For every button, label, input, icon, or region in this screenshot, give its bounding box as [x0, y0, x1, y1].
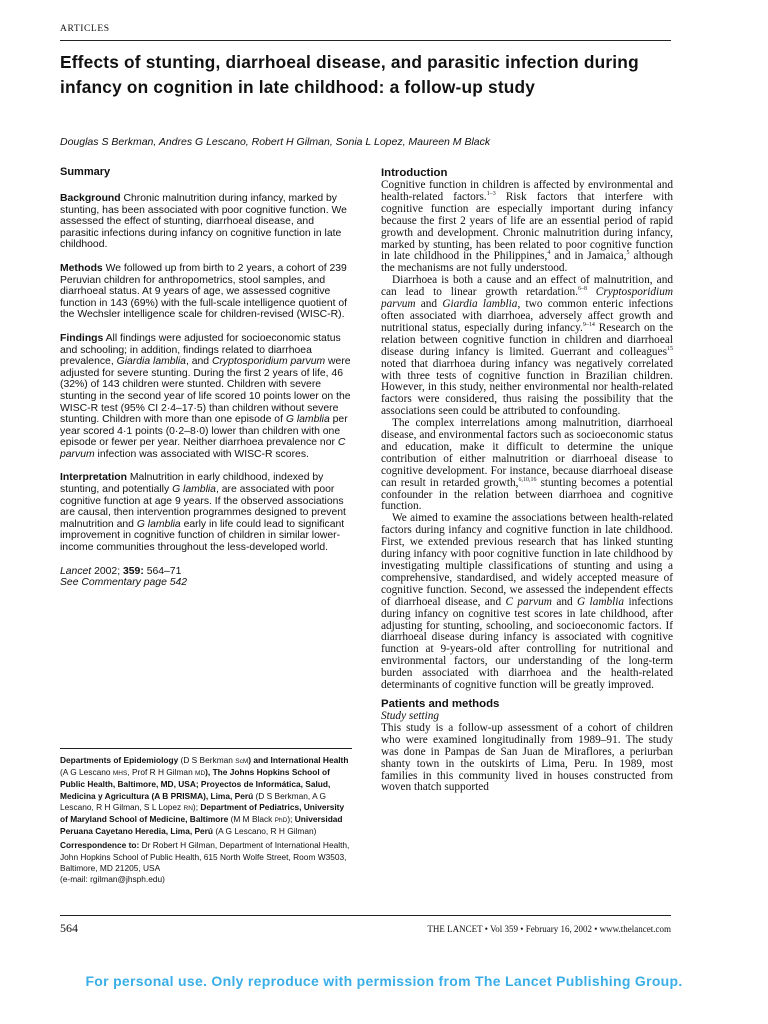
- body-column: [381, 166, 673, 794]
- interpretation-text: early in life could lead to significant improvement in cognitive function of children in similar lower-income communities throughout the less-developed world.: [60, 518, 345, 554]
- citation-line: [60, 566, 352, 578]
- interpretation-species: G lamblia: [172, 484, 216, 496]
- section-label: ARTICLES: [60, 24, 110, 34]
- interpretation-text: Malnutrition in early childhood, indexed by stunting, and potentially: [60, 472, 324, 496]
- interpretation-label: Interpretation: [60, 472, 127, 484]
- findings-species: C parvum: [60, 437, 346, 460]
- correspondence-email[interactable]: (e-mail: rgilman@jhsph.edu): [60, 874, 165, 885]
- journal-footer: THE LANCET • Vol 359 • February 16, 2002 • www.thelancet.com: [427, 924, 671, 934]
- background-label: Background: [60, 193, 121, 204]
- correspondence-label: Correspondence to:: [60, 840, 140, 851]
- study-setting-subheading: Study setting: [381, 709, 440, 722]
- body-paragraph: Cognitive function in children is affected by environmental and health-related factors.$^{1-3}$ Risk factors that interfere with cognitive function are especially important during infancy because the first 2 years of life are an essential period of rapid growth and development. Chronic malnutrition during infancy, marked by stunting, has been related to poor cognitive function in late childhood in the Philippines,$^4$ and in Jamaica,$^5$ although the mechanisms are not fully understood.: [381, 179, 674, 275]
- citation-year: 2002;: [94, 565, 121, 577]
- page-number: 564: [60, 921, 78, 935]
- citation-journal: Lancet: [60, 565, 92, 577]
- summary-methods: [60, 263, 352, 321]
- summary-heading: Summary: [60, 166, 111, 178]
- findings-text: per year scored 4·1 points (0·2–8·0) lower than children with one episode or fewer per year. Neither diarrhoea prevalence nor: [60, 414, 348, 449]
- bottom-divider: [60, 915, 671, 916]
- findings-species: G lamblia: [285, 414, 330, 426]
- citation-pages: 564–71: [146, 565, 182, 577]
- introduction-heading: Introduction: [381, 167, 448, 179]
- findings-species: Cryptosporidium parvum: [211, 356, 326, 368]
- affiliations-divider: [60, 748, 352, 749]
- affiliations-text: Departments of Epidemiology (D S Berkman ScM) and International Health (A G Lescano MHS, Prof R H Gilman MD), The Johns Hopkins School of Public Health, Baltimore, MD, USA; Proyectos de Informática, Salud, Medicina y Agricultura (A B PRISMA), Lima, Perú (D S Berkman, A G Lescano, R H Gilman, S L Lopez RN); Department of Pediatrics, University of Maryland School of Medicine, Baltimore (M M Black PhD); Universidad Peruana Cayetano Heredia, Lima, Perú (A G Lescano, R H Gilman): [60, 755, 349, 837]
- correspondence: [60, 840, 352, 885]
- citation-volume: 359:: [123, 565, 144, 577]
- commentary-link[interactable]: See Commentary page 542: [60, 577, 188, 589]
- body-paragraph: This study is a follow-up assessment of a cohort of children who were examined longitudinally from 1989–91. The study was done in Pampas de San Juan de Miraflores, a periurban shanty town in the outskirts of Lima, Peru. In 1989, most families in this community lived in houses constructed from woven thatch supported: [381, 721, 673, 794]
- methods-text: We followed up from birth to 2 years, a cohort of 239 Peruvian children for anthropometrics, stool samples, and diarrhoeal status. At 9 years of age, we assessed cognitive function in 143 (69%) with the full-scale intelligence quotient of the Wechsler intelligence scale for children-revised (WISC-R).: [60, 262, 348, 321]
- summary-column: [60, 166, 352, 589]
- methods-heading: Patients and methods: [381, 697, 500, 710]
- findings-text: infection was associated with WISC-R scores.: [97, 448, 309, 460]
- permission-notice: For personal use. Only reproduce with permission from The Lancet Publishing Group.: [85, 973, 683, 989]
- summary-findings: [60, 333, 352, 461]
- interpretation-text: , are associated with poor cognitive function at age 9 years. If the observed associations are causal, then intervention programmes designed to prevent malnutrition and: [60, 484, 346, 530]
- findings-label: Findings: [60, 332, 104, 344]
- background-text: Chronic malnutrition during infancy, marked by stunting, has been associated with poor cognitive function. We assessed the effect of stunting, diarrhoeal disease, and parasitic infections during infancy on cognitive function in late childhood.: [60, 193, 347, 251]
- findings-species: Giardia lamblia: [116, 356, 186, 368]
- findings-text: were adjusted for severe stunting. During the first 2 years of life, 46 (32%) of 143 children were stunted. Children with severe stunting in the second year of life scored 10 points lower on the WISC-R test (95% CI 2·4–17·5) than children without severe stunting. Children with more than one episode of: [60, 356, 351, 426]
- top-divider: [60, 40, 671, 41]
- summary-interpretation: [60, 472, 352, 553]
- article-title: Effects of stunting, diarrhoeal disease, and parasitic infection during infancy on cognition in late childhood: a follow-up study: [60, 52, 639, 97]
- correspondence-text: Dr Robert H Gilman, Department of International Health, John Hopkins School of Public Health, 615 North Wolfe Street, Room W3503, Baltimore, MD 21205, USA: [60, 840, 350, 873]
- body-paragraph: The complex interrelations among malnutrition, diarrhoeal disease, and environmental factors such as socioeconomic status and education, make it difficult to determine the unique contribution of either malnutrition or diarrhoeal disease to cognitive development. For instance, because diarrhoeal disease can result in retarded growth,$^{6,10,16}$ stunting becomes a potential confounder in the relation between diarrhoea and cognitive function.: [381, 417, 673, 513]
- affiliations: [60, 748, 352, 888]
- body-paragraph: Diarrhoea is both a cause and an effect of malnutrition, and can lead to linear growth retardation.$^{6-8}$ Cryptosporidium parvum and Giardia lamblia, two common enteric infections often associated with diarrhoea, adversely affect growth and nutritional status, especially during infancy.$^{9-14}$ Research on the relation between cognitive function in children and diarrhoeal disease during infancy is limited. Guerrant and colleagues$^{15}$ noted that diarrhoea during infancy was negatively correlated with three tests of cognitive function in Brazilian children. However, in this study, neither environmental nor health-related factors were considered, thus raising the possibility that the associations seen could be attributed to confounding.: [381, 274, 674, 418]
- findings-text: , and: [185, 356, 210, 368]
- body-paragraph: We aimed to examine the associations between health-related factors during infancy and cognitive function in late childhood. First, we extended previous research that has linked stunting during infancy with poor cognitive function in late childhood by investigating multiple classifications of stunting and using a comprehensive, standardised, and widely accepted measure of cognitive function. Second, we assessed the independent effects of diarrhoeal disease, and C parvum and G lamblia infections during infancy on cognitive test scores in late childhood, after adjusting for stunting, schooling, and socioeconomic factors. If diarrhoeal disease during infancy is associated with cognitive function at 9-years-old after controlling for nutritional and environmental factors, our understanding of the long-term burden associated with diarrhoea and the health-related determinants of cognitive function will be greatly improved.: [381, 512, 674, 692]
- findings-text: All findings were adjusted for socioeconomic status and schooling; in addition, findings related to diarrhoea prevalence,: [60, 332, 341, 368]
- citation: [60, 566, 352, 589]
- summary-background: [60, 193, 352, 251]
- interpretation-species: G lamblia: [136, 518, 181, 530]
- author-list: Douglas S Berkman, Andres G Lescano, Robert H Gilman, Sonia L Lopez, Maureen M Black: [60, 136, 491, 148]
- methods-label: Methods: [60, 262, 103, 274]
